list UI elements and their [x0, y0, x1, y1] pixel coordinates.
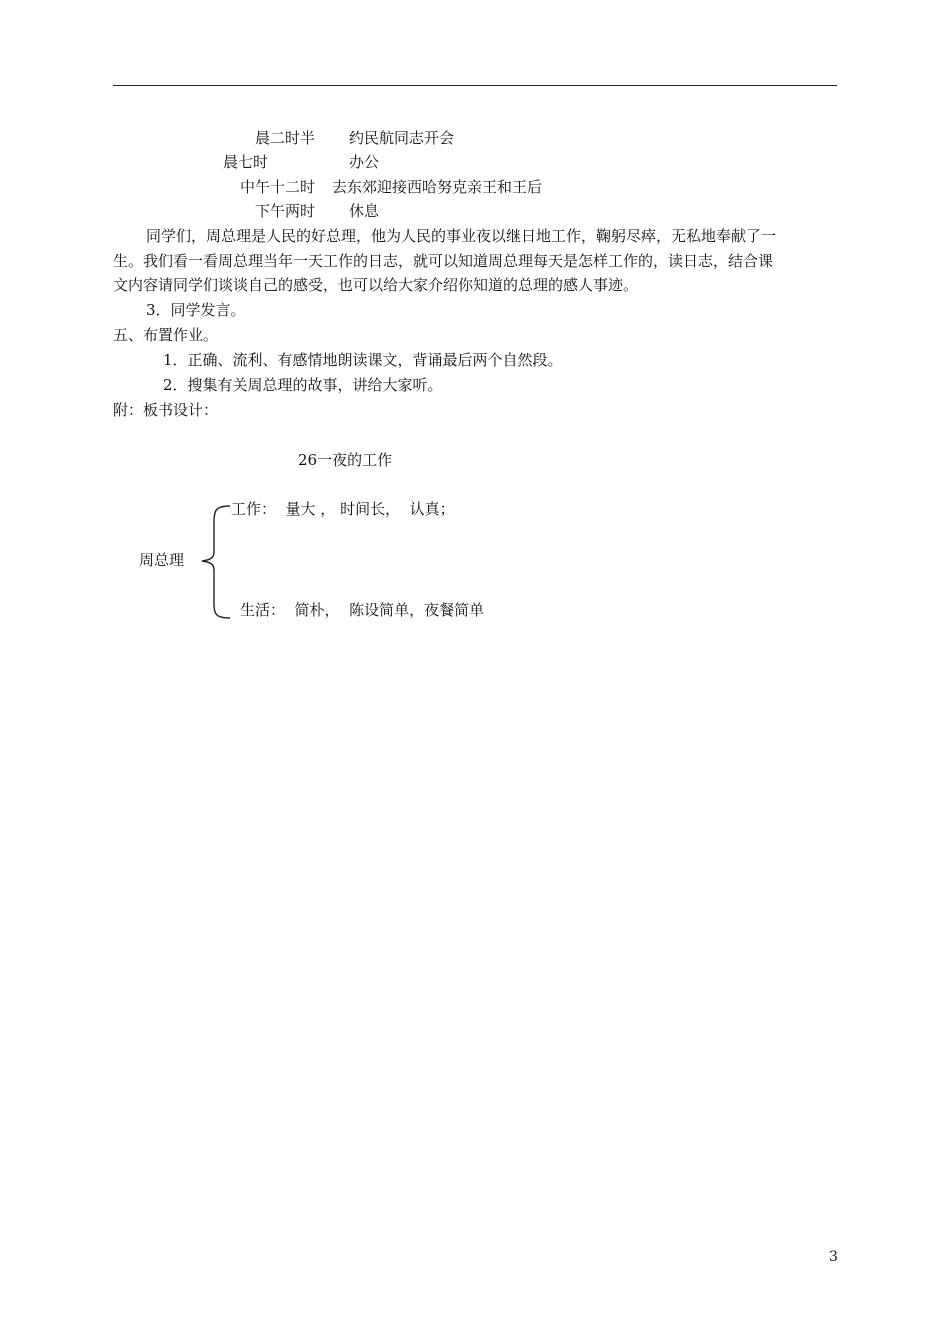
log-event: 去东郊迎接西哈努克亲王和王后: [332, 178, 543, 196]
appendix-label: 附：板书设计：: [113, 401, 219, 419]
board-title: 26一夜的工作: [298, 451, 393, 469]
curly-brace-icon: [198, 502, 234, 624]
board-work-branch: 工作： 量大 ， 时间长， 认真；: [231, 500, 455, 518]
log-time: 晨二时半: [254, 129, 315, 147]
log-time: 中午十二时: [239, 178, 315, 196]
header-rule: [113, 85, 837, 86]
section-heading: 五、布置作业。: [113, 326, 219, 344]
board-life-branch: 生活： 简朴， 陈设简单，夜餐简单: [240, 601, 485, 619]
board-subject: 周总理: [139, 551, 185, 569]
log-event: 约民航同志开会: [349, 129, 455, 147]
homework-item: 1．正确、流利、有感情地朗读课文，背诵最后两个自然段。: [163, 351, 563, 369]
log-event: 休息: [349, 202, 380, 220]
log-event: 办公: [349, 153, 380, 171]
log-time: 晨七时: [222, 153, 268, 171]
log-time: 下午两时: [254, 202, 315, 220]
paragraph-line: 同学们，周总理是人民的好总理，他为人民的事业夜以继日地工作，鞠躬尽瘁，无私地奉献了一: [146, 227, 777, 245]
step-three: 3．同学发言。: [146, 301, 246, 319]
page-number: 3: [829, 1249, 838, 1265]
paragraph-line: 文内容请同学们谈谈自己的感受，也可以给大家介绍你知道的总理的感人事迹。: [113, 276, 639, 294]
homework-item: 2．搜集有关周总理的故事，讲给大家听。: [163, 376, 443, 394]
paragraph-line: 生。我们看一看周总理当年一天工作的日志，就可以知道周总理每天是怎样工作的，读日志，结合课: [113, 252, 774, 270]
